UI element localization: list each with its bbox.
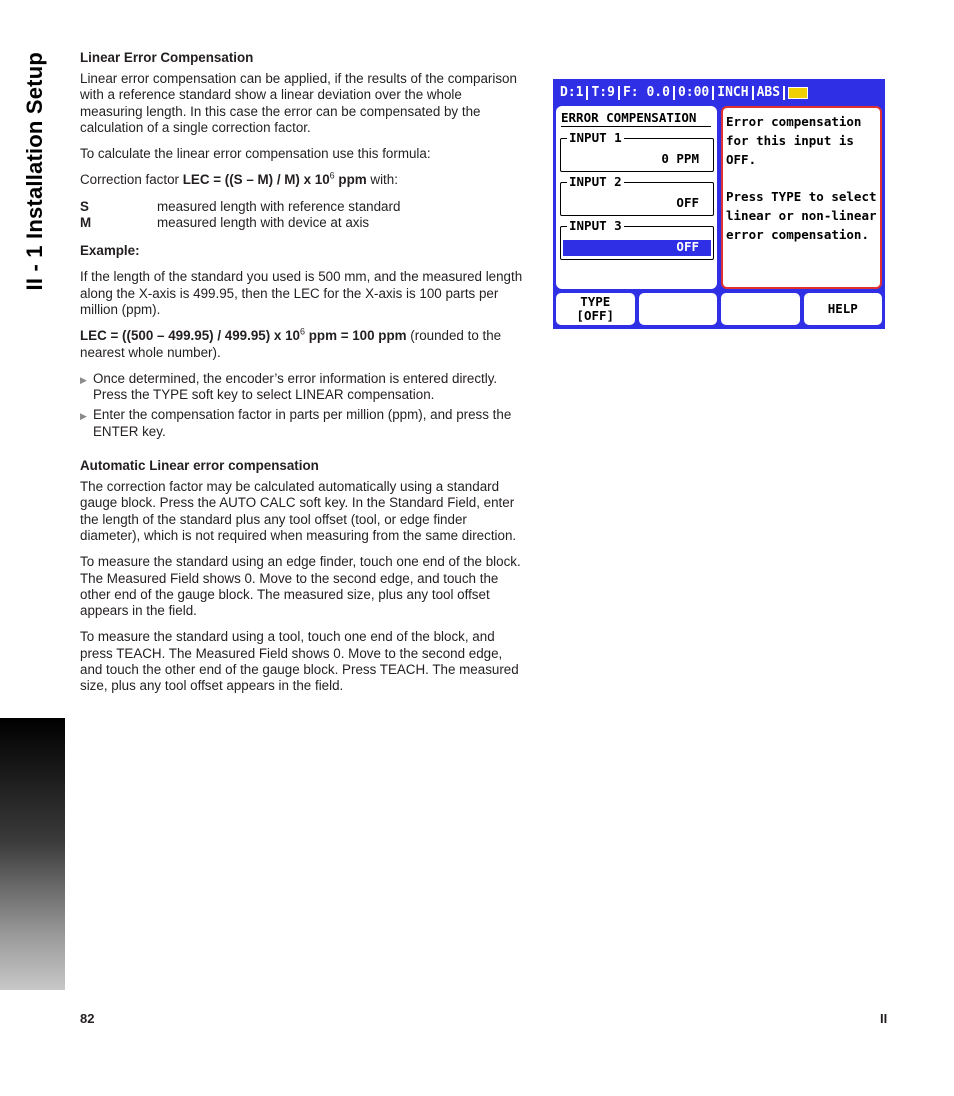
dro-screen — [553, 79, 885, 329]
formula-line — [80, 172, 525, 188]
input-field-2[interactable] — [560, 174, 714, 216]
status-datum: D:1 — [557, 86, 588, 100]
formula-suffix: with: — [366, 172, 398, 188]
step-bullet — [80, 371, 525, 404]
lec-suffix: (rounded to the nearest whole number). — [80, 328, 502, 360]
status-units: INCH — [714, 86, 753, 100]
step-text: Once determined, the encoder’s error information is entered directly. Press the TYPE soft key to select LINEAR compensation. — [93, 370, 498, 403]
softkey-2[interactable] — [639, 293, 718, 325]
step-bullet — [80, 407, 525, 440]
definition-s — [80, 199, 525, 215]
formula-exponent: 6 — [329, 171, 335, 182]
definition-m — [80, 215, 525, 231]
sidebar-gradient-tab — [0, 718, 65, 990]
status-feed: F: 0.0 — [620, 86, 675, 100]
footer-section: II — [880, 1011, 888, 1026]
field-label: INPUT 1 — [569, 130, 622, 145]
section-heading-automatic: Automatic Linear error compensation — [80, 458, 319, 474]
status-flag — [785, 86, 811, 100]
auto-paragraph: The correction factor may be calculated automatically using a standard gauge block. Press the AUTO CALC soft key. In the Standard Field, enter the length of the standard plus any tool offset (tool, or edge finder diameter), which is not required when measuring from the same direction. — [80, 479, 517, 543]
panel-title: ERROR COMPENSATION — [561, 110, 711, 127]
softkey-bar — [556, 293, 882, 325]
help-panel — [721, 106, 882, 289]
definition-desc: measured length with device at axis — [157, 215, 370, 231]
sidebar — [0, 0, 65, 990]
help-softkey[interactable]: HELP — [804, 293, 883, 325]
formula-prefix: Correction factor — [80, 172, 183, 188]
intro-paragraph: Linear error compensation can be applied, if the results of the comparison with a reference standard show a linear deviation over the whole measuring length. In this case the error can be compensated by the calculation of a single correction factor. — [80, 71, 517, 135]
definition-term: S — [80, 198, 89, 214]
field-label: INPUT 3 — [569, 218, 622, 233]
auto-paragraph: To measure the standard using an edge finder, touch one end of the block. The Measured Field shows 0. Move to the second edge, and touch the other end of the gauge block. The measured size, plus any tool offset appears in the field. — [80, 554, 521, 619]
status-tool: T:9 — [588, 86, 619, 100]
auto-paragraph: To measure the standard using a tool, touch one end of the block, and press TEACH. The Measured Field shows 0. Move to the second edge, and touch the other end of the gauge block. Press TEACH. The measured size, plus any tool offset appears in the field. — [80, 629, 519, 694]
page-number: 82 — [80, 1011, 95, 1026]
triangle-bullet-icon: ▶ — [80, 411, 87, 422]
sidebar-title-wrap — [0, 52, 65, 352]
input-field-3[interactable] — [560, 218, 714, 260]
section-heading-linear: Linear Error Compensation — [80, 50, 254, 65]
field-value: 0 PPM — [661, 151, 699, 166]
status-timer: 0:00 — [675, 86, 714, 100]
field-value-selected: OFF — [563, 240, 711, 256]
flag-icon — [788, 87, 808, 99]
help-line: for this input is OFF. — [726, 133, 854, 167]
main-content — [80, 50, 525, 705]
formula-unit: ppm — [334, 172, 367, 188]
lec-result: ppm = 100 ppm — [304, 328, 407, 344]
help-line: Error compensation — [726, 114, 862, 129]
help-line: Press TYPE to select — [726, 189, 877, 204]
status-bar — [557, 83, 879, 103]
formula-bold: LEC = ((S – M) / M) x 10 — [182, 172, 330, 188]
example-paragraph: If the length of the standard you used is 500 mm, and the measured length along the X-axis is 499.95, then the LEC for the X-axis is 100 parts per million (ppm). — [80, 269, 523, 317]
definition-desc: measured length with reference standard — [157, 198, 401, 214]
help-line: error compensation. — [726, 227, 869, 242]
lec-bold: LEC = ((500 – 499.95) / 499.95) x 10 — [80, 328, 300, 344]
softkey-3[interactable] — [721, 293, 800, 325]
input-panel — [556, 106, 717, 289]
lec-exponent: 6 — [299, 326, 305, 337]
lec-example-line — [80, 328, 525, 361]
sidebar-title: II - 1 Installation Setup — [22, 52, 47, 291]
type-softkey[interactable]: TYPE [OFF] — [556, 293, 635, 325]
help-line: linear or non-linear — [726, 208, 877, 223]
definition-term: M — [80, 215, 92, 231]
field-label: INPUT 2 — [569, 174, 622, 189]
example-heading: Example: — [80, 243, 140, 259]
field-value: OFF — [676, 195, 699, 210]
status-mode: ABS — [754, 86, 785, 100]
input-field-1[interactable] — [560, 130, 714, 172]
formula-intro: To calculate the linear error compensation use this formula: — [80, 146, 431, 162]
triangle-bullet-icon: ▶ — [80, 374, 87, 385]
step-text: Enter the compensation factor in parts per million (ppm), and press the ENTER key. — [93, 407, 512, 439]
